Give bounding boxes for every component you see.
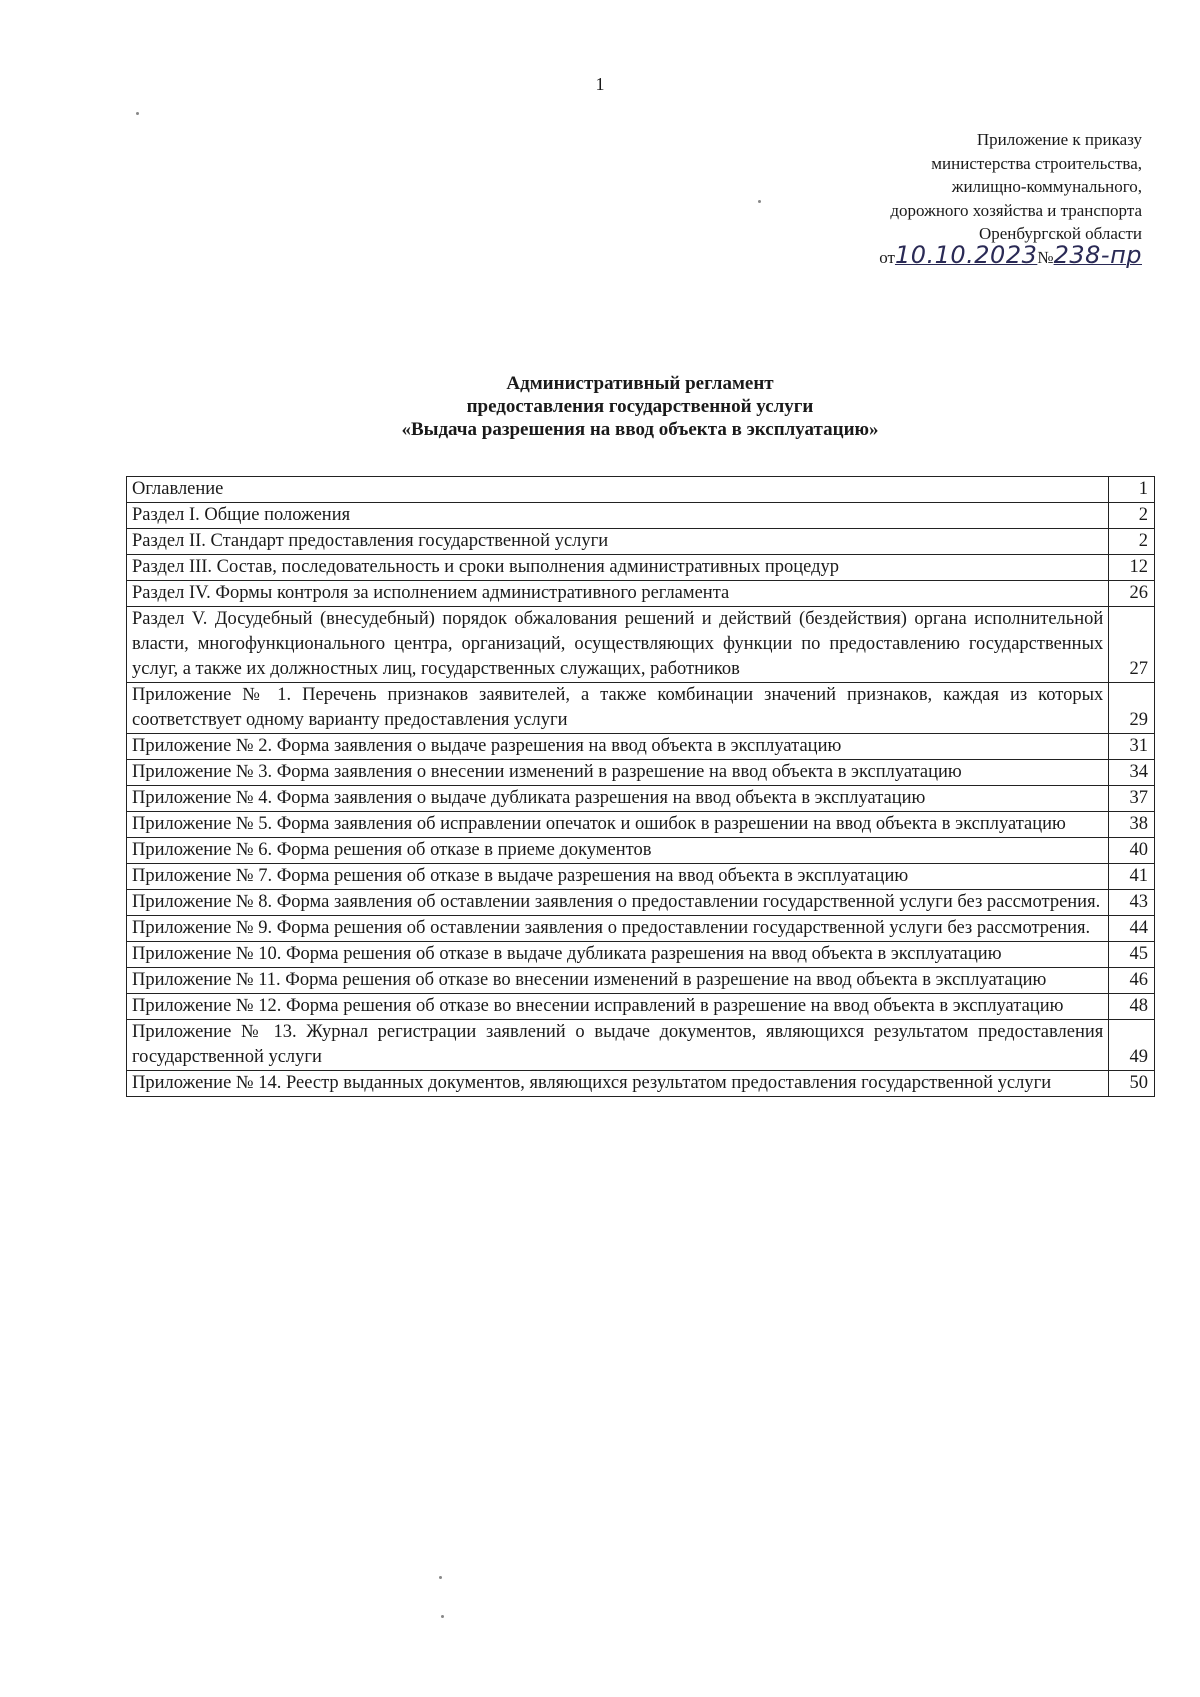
toc-row [127, 812, 1155, 838]
toc-entry-label: Приложение № 9. Форма решения об оставлении заявления о предоставлении государственной услуги без рассмотрения. [127, 916, 1109, 942]
toc-entry-page: 2 [1109, 529, 1155, 555]
toc-entry-label: Приложение № 6. Форма решения об отказе в приеме документов [127, 838, 1109, 864]
toc-entry-page: 37 [1109, 786, 1155, 812]
toc-entry-label: Приложение № 12. Форма решения об отказе во внесении исправлений в разрешение на ввод объекта в эксплуатацию [127, 994, 1109, 1020]
toc-entry-label: Приложение № 1. Перечень признаков заявителей, а также комбинации значений признаков, каждая из которых соответствует одному варианту предоставления услуги [127, 683, 1109, 734]
scan-speck [439, 1576, 442, 1579]
toc-entry-page: 49 [1109, 1020, 1155, 1071]
toc-entry-page: 12 [1109, 555, 1155, 581]
toc-entry-label: Раздел IV. Формы контроля за исполнением административного регламента [127, 581, 1109, 607]
toc-entry-label: Приложение № 2. Форма заявления о выдаче разрешения на ввод объекта в эксплуатацию [127, 734, 1109, 760]
scan-speck [136, 112, 139, 115]
toc-row [127, 529, 1155, 555]
table-of-contents [126, 476, 1155, 1097]
toc-entry-label: Приложение № 11. Форма решения об отказе во внесении изменений в разрешение на ввод объекта в эксплуатацию [127, 968, 1109, 994]
toc-row [127, 968, 1155, 994]
toc-row [127, 786, 1155, 812]
handwritten-date: 10.10.2023 [894, 240, 1038, 269]
order-date-number [782, 240, 1142, 278]
toc-row [127, 503, 1155, 529]
page-number: 1 [595, 74, 605, 94]
handwritten-number: 238-пр [1053, 240, 1142, 269]
toc-entry-label: Приложение № 8. Форма заявления об оставлении заявления о предоставлении государственной услуги без рассмотрения. [127, 890, 1109, 916]
toc-row [127, 916, 1155, 942]
toc-entry-label: Приложение № 10. Форма решения об отказе в выдаче дубликата разрешения на ввод объекта в эксплуатацию [127, 942, 1109, 968]
number-label: № [1037, 247, 1054, 267]
toc-entry-label: Раздел II. Стандарт предоставления государственной услуги [127, 529, 1109, 555]
toc-entry-page: 38 [1109, 812, 1155, 838]
toc-row [127, 760, 1155, 786]
toc-entry-label: Раздел III. Состав, последовательность и сроки выполнения административных процедур [127, 555, 1109, 581]
toc-row [127, 1071, 1155, 1097]
toc-row [127, 555, 1155, 581]
toc-row [127, 683, 1155, 734]
toc-entry-page: 27 [1109, 607, 1155, 683]
toc-row [127, 942, 1155, 968]
toc-row [127, 994, 1155, 1020]
toc-row [127, 838, 1155, 864]
toc-entry-label: Приложение № 14. Реестр выданных документов, являющихся результатом предоставления государственной услуги [127, 1071, 1109, 1097]
toc-entry-page: 50 [1109, 1071, 1155, 1097]
title-line-1: Административный регламент [506, 373, 774, 394]
toc-entry-label: Приложение № 7. Форма решения об отказе в выдаче разрешения на ввод объекта в эксплуатацию [127, 864, 1109, 890]
toc-entry-page: 31 [1109, 734, 1155, 760]
from-label: от [879, 247, 895, 267]
toc-entry-label: Приложение № 13. Журнал регистрации заявлений о выдаче документов, являющихся результатом предоставления государственной услуги [127, 1020, 1109, 1071]
approval-block [782, 128, 1142, 278]
toc-entry-page: 29 [1109, 683, 1155, 734]
toc-row [127, 581, 1155, 607]
toc-entry-page: 2 [1109, 503, 1155, 529]
toc-entry-page: 45 [1109, 942, 1155, 968]
toc-entry-page: 41 [1109, 864, 1155, 890]
toc-entry-label: Раздел I. Общие положения [127, 503, 1109, 529]
approval-line: Приложение к приказу [976, 130, 1142, 149]
title-line-3: «Выдача разрешения на ввод объекта в эксплуатацию» [401, 419, 879, 440]
title-line-2: предоставления государственной услуги [466, 396, 814, 417]
approval-line: дорожного хозяйства и транспорта [890, 200, 1142, 220]
toc-entry-label: Приложение № 5. Форма заявления об исправлении опечаток и ошибок в разрешении на ввод объекта в эксплуатацию [127, 812, 1109, 838]
toc-entry-label: Приложение № 3. Форма заявления о внесении изменений в разрешение на ввод объекта в эксплуатацию [127, 760, 1109, 786]
toc-entry-label: Оглавление [127, 477, 1109, 503]
toc-entry-page: 46 [1109, 968, 1155, 994]
toc-entry-page: 26 [1109, 581, 1155, 607]
toc-entry-label: Раздел V. Досудебный (внесудебный) порядок обжалования решений и действий (бездействия) органа исполнительной власти, многофункционального центра, организаций, осуществляющих функции по предоставлению государственных услуг, а также их должностных лиц, государственных служащих, работников [127, 607, 1109, 683]
approval-line: жилищно-коммунального, [951, 177, 1142, 196]
toc-row [127, 607, 1155, 683]
toc-row [127, 890, 1155, 916]
document-title [0, 372, 1200, 441]
toc-entry-page: 34 [1109, 760, 1155, 786]
toc-entry-label: Приложение № 4. Форма заявления о выдаче дубликата разрешения на ввод объекта в эксплуатацию [127, 786, 1109, 812]
toc-row [127, 734, 1155, 760]
toc-row [127, 864, 1155, 890]
toc-entry-page: 40 [1109, 838, 1155, 864]
scan-speck [441, 1615, 444, 1618]
toc-entry-page: 48 [1109, 994, 1155, 1020]
toc-row [127, 1020, 1155, 1071]
toc-entry-page: 43 [1109, 890, 1155, 916]
toc-body [127, 477, 1155, 1097]
toc-entry-page: 1 [1109, 477, 1155, 503]
approval-line: Оренбургской области [978, 224, 1142, 243]
scan-speck [758, 200, 761, 203]
toc-entry-page: 44 [1109, 916, 1155, 942]
approval-line: министерства строительства, [931, 153, 1142, 173]
toc-row [127, 477, 1155, 503]
